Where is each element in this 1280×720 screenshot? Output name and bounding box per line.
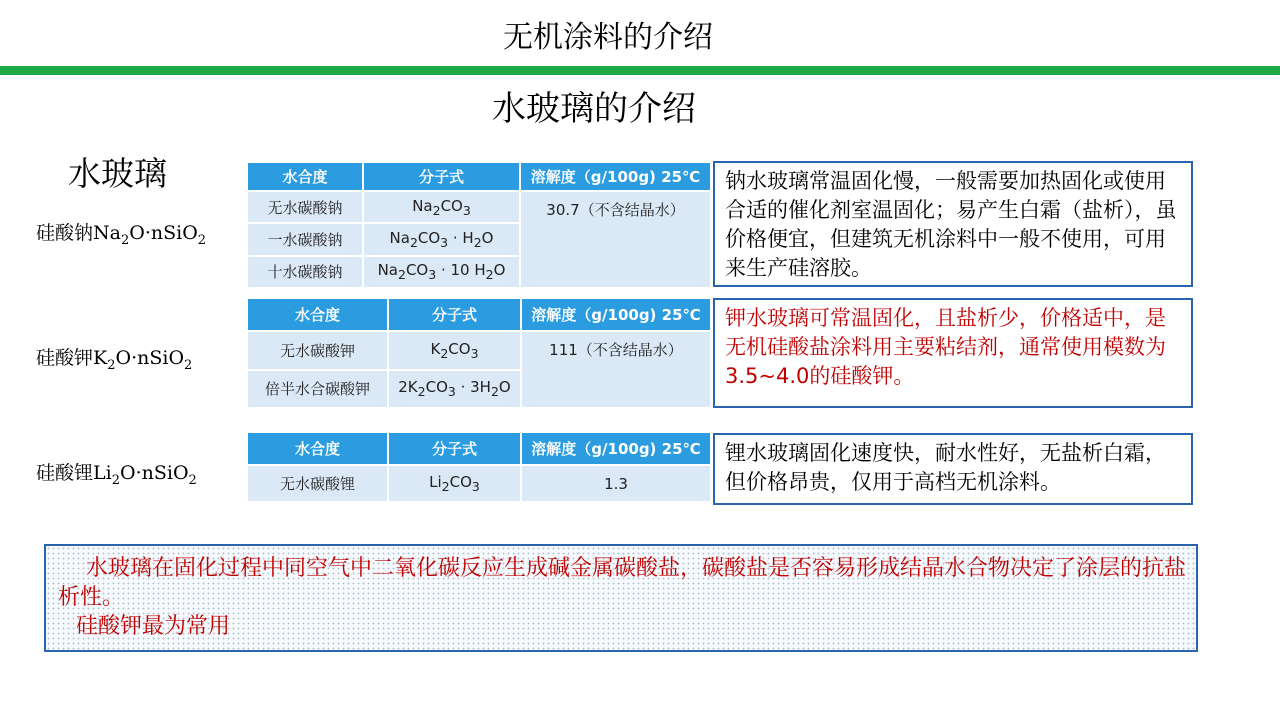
table-cell-hydration: 无水碳酸钠 [248,191,363,223]
sodium-note: 钠水玻璃常温固化慢，一般需要加热固化或使用合适的催化剂室温固化；易产生白霜（盐析），虽价格便宜，但建筑无机涂料中一般不使用，可用来生产硅溶胶。 [713,161,1193,287]
table-cell-solubility: 30.7（不含结晶水） [520,191,710,287]
table-cell-hydration: 十水碳酸钠 [248,256,363,287]
table-cell-solubility: 111（不含结晶水） [521,331,710,407]
table-cell-formula: $K_2CO_3$ [388,331,521,370]
sodium-carbonate-table [248,163,710,287]
table-cell-formula: $Na_2CO_3$ [363,191,520,223]
header-hydration: 水合度 [248,163,363,191]
table-cell-formula: $2K_2CO_3 \cdot 3H_2O$ [388,370,521,407]
table-cell-formula: $Li_2CO_3$ [388,465,521,501]
potassium-note: 钾水玻璃可常温固化，且盐析少，价格适中，是无机硅酸盐涂料用主要粘结剂，通常使用模数为3.5~4.0的硅酸钾。 [713,298,1193,408]
header-formula: 分子式 [363,163,520,191]
header-solubility: 溶解度（g/100g) 25℃ [520,163,710,191]
table-cell-formula: $Na_2CO_3 \cdot H_2O$ [363,223,520,255]
potassium-carbonate-table [248,299,710,407]
lithium-note: 锂水玻璃固化速度快，耐水性好，无盐析白霜，但价格昂贵，仅用于高档无机涂料。 [713,433,1193,505]
potassium-silicate-label: 硅酸钾$K_2O\cdot nSiO_2$ [36,347,193,373]
table-cell-solubility: 1.3 [521,465,710,501]
header-formula: 分子式 [388,299,521,331]
table-cell-hydration: 无水碳酸锂 [248,465,388,501]
lithium-carbonate-table [248,433,710,501]
table-cell-hydration: 一水碳酸钠 [248,223,363,255]
title-divider [0,66,1280,75]
side-heading: 水玻璃 [68,154,167,193]
header-solubility: 溶解度（g/100g) 25℃ [521,299,710,331]
table-cell-formula: $Na_2CO_3 \cdot 10$ $H_2O$ [363,256,520,287]
header-formula: 分子式 [388,433,521,465]
slide-title: 无机涂料的介绍 [503,20,713,55]
header-hydration: 水合度 [248,299,388,331]
sodium-silicate-label: 硅酸钠$Na_2O\cdot nSiO_2$ [36,222,207,248]
table-cell-hydration: 无水碳酸钾 [248,331,388,370]
header-solubility: 溶解度（g/100g) 25℃ [521,433,710,465]
lithium-silicate-label: 硅酸锂$Li_2O\cdot nSiO_2$ [36,462,197,488]
table-cell-hydration: 倍半水合碳酸钾 [248,370,388,407]
footer-text-emphasis: 硅酸钾最为常用 [76,614,231,639]
footer-text-main: 水玻璃在固化过程中同空气中二氧化碳反应生成碱金属碳酸盐，碳酸盐是否容易形成结晶水合物决定了涂层的抗盐析性。 [58,556,1187,610]
header-hydration: 水合度 [248,433,388,465]
slide-subtitle: 水玻璃的介绍 [492,89,696,129]
footer-callout [44,544,1198,652]
